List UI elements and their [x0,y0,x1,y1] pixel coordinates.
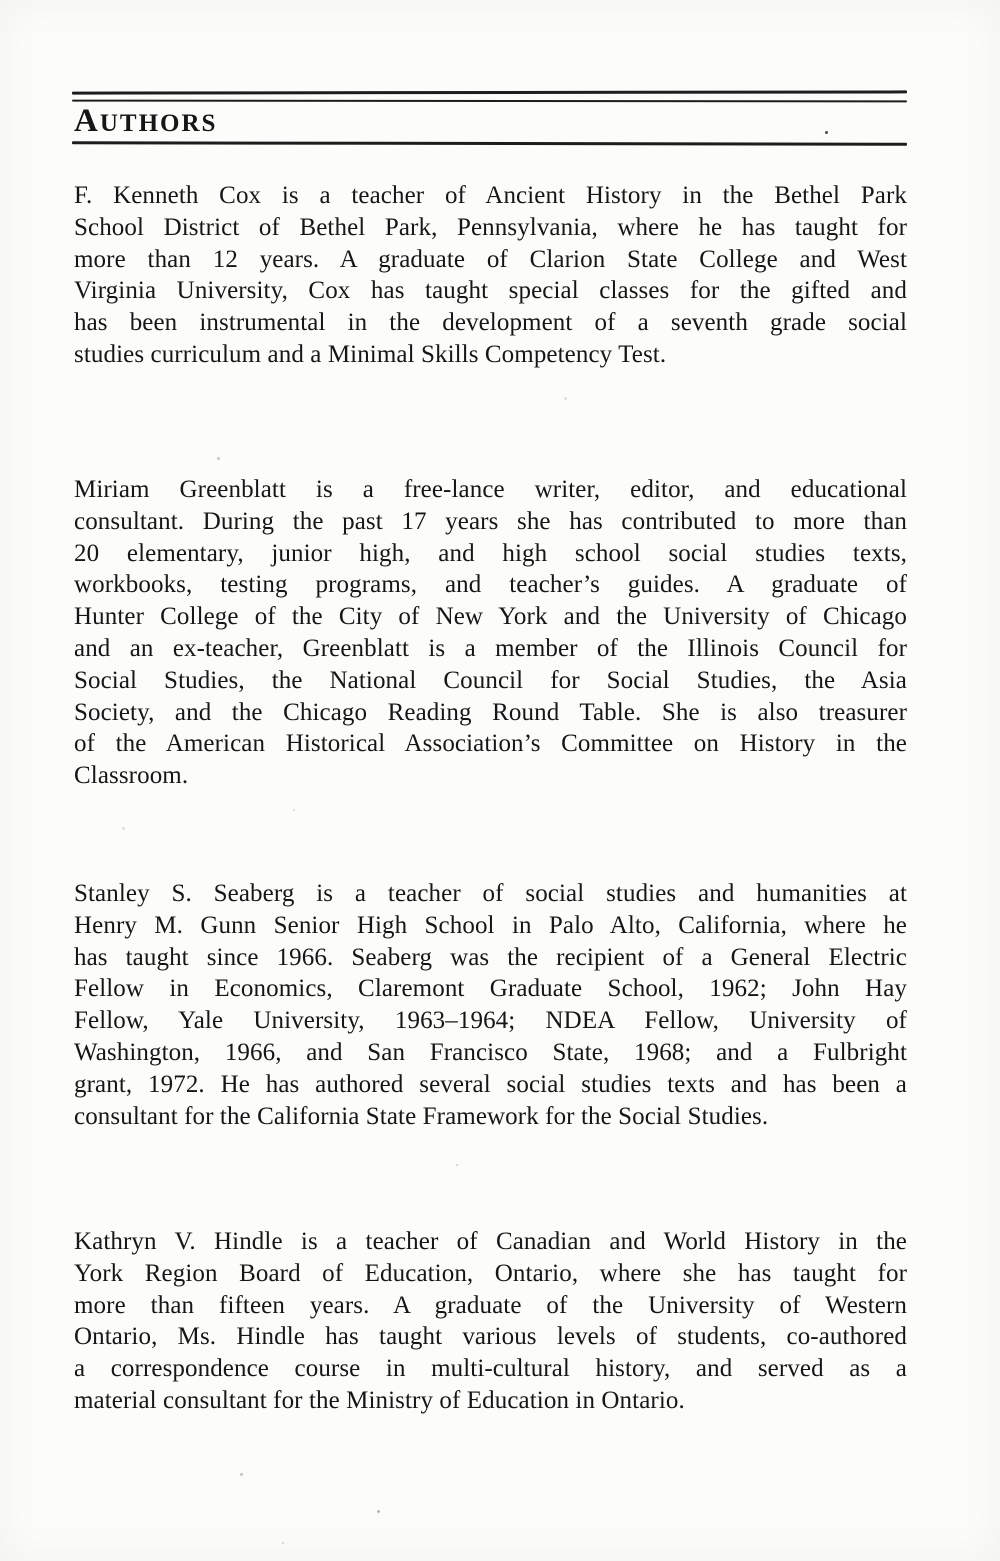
bio-line: has taught since 1966. Seaberg was the recipient of a General Electric [74,943,907,971]
scan-speck [282,1542,284,1544]
scan-speck [122,827,125,830]
bio-line: Classroom. [74,762,189,790]
bio-line: Social Studies, the National Council for Social Studies, the Asia [74,666,907,694]
bio-line: a correspondence course in multi-cultural history, and served as a [74,1355,907,1383]
bio-paragraph-f-kenneth-cox [74,180,907,371]
scan-speck [564,397,567,400]
bio-paragraph-kathryn-v-hindle [74,1226,907,1417]
bio-line: consultant for the California State Framework for the Social Studies. [74,1102,769,1130]
bio-line: Fellow in Economics, Claremont Graduate School, 1962; John Hay [74,975,907,1003]
bio-line: and an ex-teacher, Greenblatt is a member of the Illinois Council for [74,634,907,662]
bio-line: Society, and the Chicago Reading Round Table. She is also treasurer [74,698,907,726]
bio-line: studies curriculum and a Minimal Skills Competency Test. [74,340,667,368]
bio-paragraph-miriam-greenblatt [74,474,907,792]
bio-line: Henry M. Gunn Senior High School in Palo Alto, California, where he [74,911,907,939]
bio-line: Miriam Greenblatt is a free-lance writer, editor, and educational [74,476,907,503]
scan-speck [825,131,828,134]
bio-line: grant, 1972. He has authored several social studies texts and has been a [74,1070,907,1098]
page-title-rest: UTHORS [99,110,218,137]
page-title-initial: A [74,103,100,139]
bio-line: F. Kenneth Cox is a teacher of Ancient History in the Bethel Park [74,182,907,209]
header-rule-top-outer [72,90,907,94]
page-title [74,98,217,142]
bio-line: more than fifteen years. A graduate of the University of Western [74,1291,907,1319]
bio-line: has been instrumental in the development of a seventh grade social [74,309,907,337]
scan-speck [377,1510,380,1513]
scan-speck [293,809,295,811]
bio-line: more than 12 years. A graduate of Clarion State College and West [74,245,907,273]
bio-line: consultant. During the past 17 years she has contributed to more than [74,507,907,535]
bio-line: Kathryn V. Hindle is a teacher of Canadian and World History in the [74,1228,907,1255]
bio-line: material consultant for the Ministry of Education in Ontario. [74,1386,685,1414]
scan-speck [217,457,220,460]
bio-line: of the American Historical Association’s Committee on History in the [74,730,907,758]
bio-line: workbooks, testing programs, and teacher’s guides. A graduate of [74,571,907,599]
bio-line: York Region Board of Education, Ontario, where she has taught for [74,1259,907,1287]
bio-line: Fellow, Yale University, 1963–1964; NDEA Fellow, University of [74,1007,907,1035]
scan-speck [456,1164,458,1166]
bio-line: 20 elementary, junior high, and high school social studies texts, [74,539,907,567]
scan-speck [240,1473,243,1476]
bio-line: School District of Bethel Park, Pennsylvania, where he has taught for [74,213,907,241]
bio-paragraph-stanley-s-seaberg [74,878,907,1132]
bio-line: Stanley S. Seaberg is a teacher of social studies and humanities at [74,880,907,907]
bio-line: Hunter College of the City of New York and the University of Chicago [74,603,907,631]
title-underline [72,141,907,145]
bio-line: Virginia University, Cox has taught special classes for the gifted and [74,277,907,305]
bio-line: Washington, 1966, and San Francisco State, 1968; and a Fulbright [74,1038,907,1066]
bio-line: Ontario, Ms. Hindle has taught various levels of students, co-authored [74,1323,907,1351]
